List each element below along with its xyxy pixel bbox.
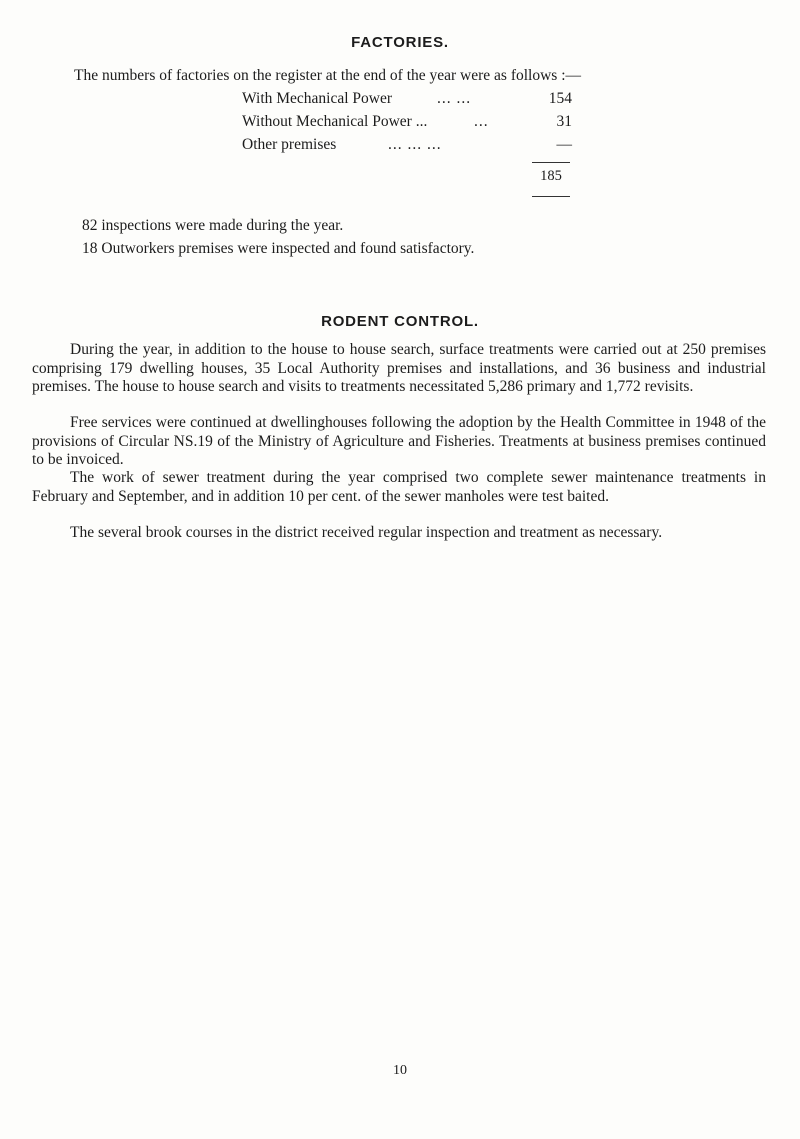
page-number: 10 [393, 1063, 407, 1078]
register-label: With Mechanical Power [242, 90, 393, 107]
factories-heading: FACTORIES. [351, 34, 449, 51]
register-value: 31 [556, 113, 572, 130]
rodent-paragraph: The work of sewer treatment during the year comprised two complete sewer maintenance treatments in February and September, and in addition 10 per cent. of the sewer manholes were test baited. [32, 469, 766, 505]
total-rule-top [532, 162, 570, 163]
rodent-paragraph: During the year, in addition to the house to house search, surface treatments were carried out at 250 premises comprising 179 dwelling houses, 35 Local Authority premises and installations, and 36 business and industrial premises. The house to house search and visits to treatments necessitated 5,286 primary and 1,772 revisits. [32, 341, 766, 395]
register-dots: ... ... ... [388, 136, 442, 153]
rodent-paragraph: The several brook courses in the district received regular inspection and treatment as necessary. [70, 524, 663, 541]
register-value: — [556, 136, 572, 153]
register-row-other [242, 136, 572, 158]
register-dots: ... [474, 113, 489, 130]
register-label: Without Mechanical Power ... [242, 113, 428, 130]
register-total: 185 [540, 168, 562, 184]
register-label: Other premises [242, 136, 337, 153]
outworkers-line: 18 Outworkers premises were inspected and found satisfactory. [82, 240, 475, 257]
register-value: 154 [548, 90, 572, 107]
rodent-paragraph: Free services were continued at dwellinghouses following the adoption by the Health Committee in 1948 of the provisions of Circular NS.19 of the Ministry of Agriculture and Fisheries. Treatments at business premises continued to be invoiced. [32, 414, 766, 468]
inspections-line: 82 inspections were made during the year. [82, 217, 344, 234]
factories-intro: The numbers of factories on the register at the end of the year were as follows :— [74, 67, 582, 84]
register-row-mechanical [242, 90, 572, 112]
rodent-control-heading: RODENT CONTROL. [321, 313, 479, 330]
total-rule-bottom [532, 196, 570, 197]
register-row-non-mechanical [242, 113, 572, 135]
register-dots: ... ... [437, 90, 472, 107]
